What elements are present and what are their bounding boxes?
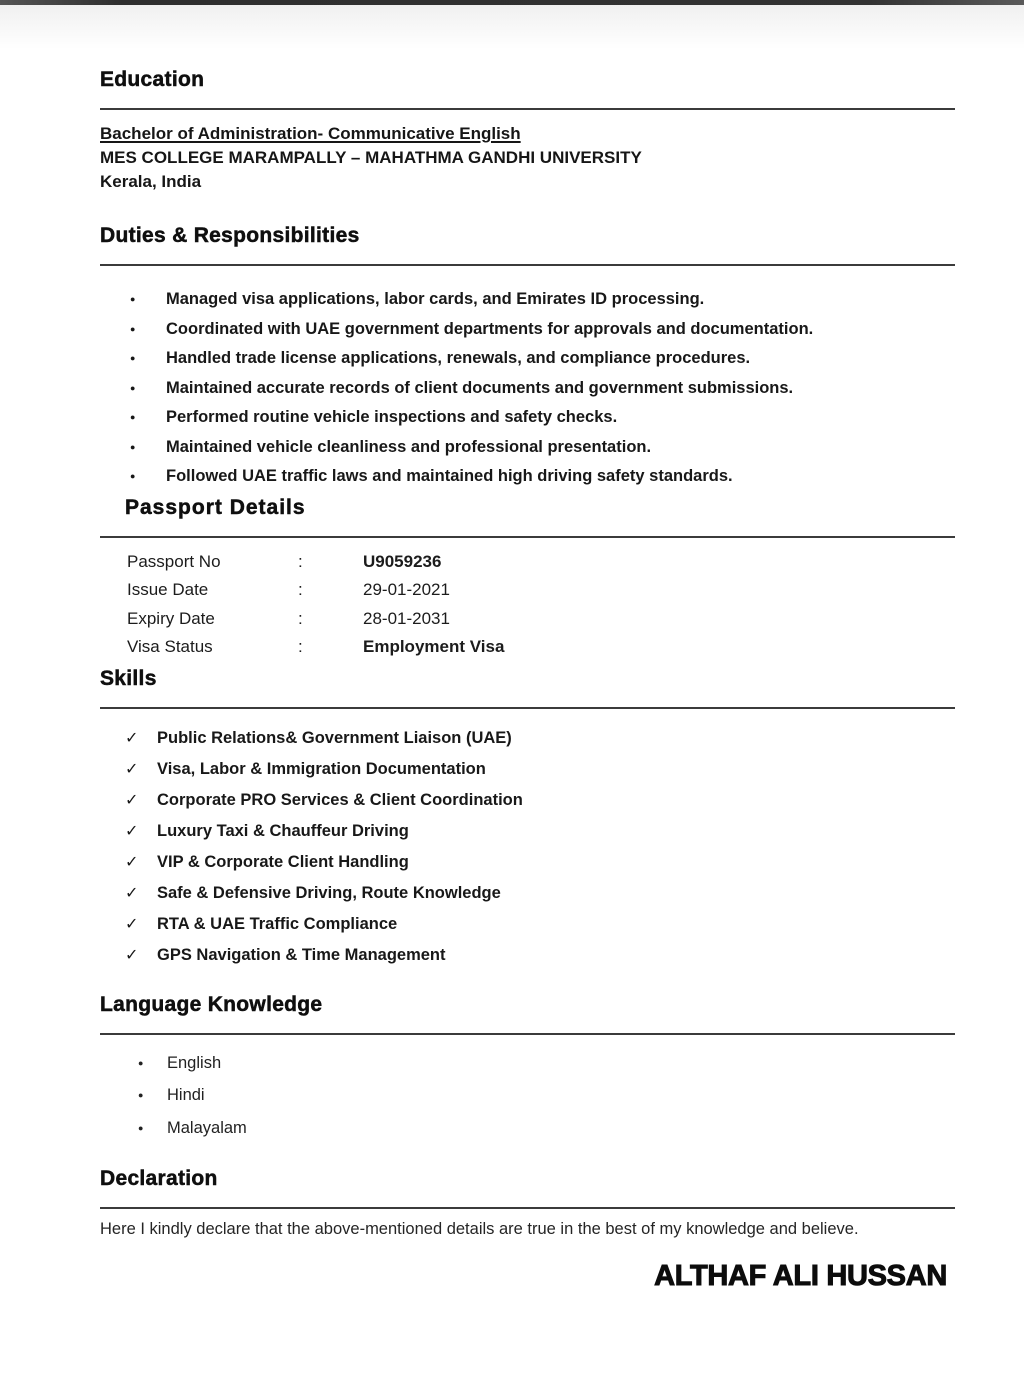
language-text: Malayalam xyxy=(167,1118,247,1137)
duty-text: Maintained accurate records of client documents and government submissions. xyxy=(166,378,794,397)
languages-list xyxy=(100,1047,955,1145)
education-heading: Education xyxy=(100,68,205,91)
language-item xyxy=(100,1112,955,1145)
skill-item xyxy=(100,723,955,754)
bullet-icon: ● xyxy=(130,294,136,304)
bullet-icon: ● xyxy=(130,441,136,452)
bullet-icon: ● xyxy=(130,471,136,481)
skill-text: VIP & Corporate Client Handling xyxy=(157,852,409,871)
passport-row-colon: : xyxy=(298,608,303,628)
languages-heading: Language Knowledge xyxy=(100,992,323,1016)
bullet-icon: ● xyxy=(130,382,136,393)
checkmark-icon: ✓ xyxy=(125,791,139,809)
bullet-icon: ● xyxy=(138,1057,144,1068)
skill-item xyxy=(100,909,955,940)
duty-text: Handled trade license applications, renewals, and compliance procedures. xyxy=(166,349,751,367)
skill-item xyxy=(100,816,955,847)
skill-item xyxy=(100,847,955,878)
duties-heading: Duties & Responsibilities xyxy=(100,224,360,247)
bullet-icon: ● xyxy=(130,323,136,334)
language-text: Hindi xyxy=(167,1086,205,1104)
passport-row xyxy=(100,605,955,634)
section-declaration xyxy=(100,1166,955,1293)
duty-item xyxy=(100,433,955,463)
duty-text: Performed routine vehicle inspections and safety checks. xyxy=(166,408,618,426)
language-item xyxy=(100,1079,955,1112)
checkmark-icon: ✓ xyxy=(125,946,139,964)
skill-item xyxy=(100,754,955,785)
passport-row-label: Passport No xyxy=(127,551,221,571)
duties-list xyxy=(100,285,955,492)
declaration-heading: Declaration xyxy=(100,1167,218,1190)
passport-row-colon: : xyxy=(298,580,303,599)
skills-list xyxy=(100,723,955,971)
bullet-icon: ● xyxy=(130,412,136,422)
section-skills xyxy=(100,666,955,971)
issue-date-value: 29-01-2021 xyxy=(363,580,450,599)
duty-item xyxy=(100,462,955,492)
passport-row xyxy=(100,576,955,605)
duty-text: Coordinated with UAE government departments for approvals and documentation. xyxy=(166,319,814,338)
passport-row-colon: : xyxy=(298,637,303,656)
duty-item xyxy=(100,403,955,433)
section-duties xyxy=(100,223,955,492)
section-divider xyxy=(100,264,955,266)
declaration-text: Here I kindly declare that the above-mentioned details are true in the best of my knowledge and believe. xyxy=(100,1220,859,1238)
skill-text: RTA & UAE Traffic Compliance xyxy=(157,914,398,933)
bullet-icon: ● xyxy=(138,1122,144,1133)
section-passport xyxy=(100,495,955,662)
checkmark-icon: ✓ xyxy=(125,729,139,747)
education-degree: Bachelor of Administration- Communicative English xyxy=(100,124,521,143)
checkmark-icon: ✓ xyxy=(125,853,139,871)
duty-text: Maintained vehicle cleanliness and professional presentation. xyxy=(166,437,652,456)
passport-row xyxy=(100,633,955,662)
passport-table xyxy=(100,548,955,662)
duty-item xyxy=(100,315,955,345)
skill-text: Corporate PRO Services & Client Coordination xyxy=(157,790,523,809)
passport-heading: Passport Details xyxy=(125,495,306,519)
skill-text: GPS Navigation & Time Management xyxy=(157,945,446,964)
duty-item xyxy=(100,374,955,404)
education-institution: MES COLLEGE MARAMPALLY – MAHATHMA GANDHI UNIVERSITY xyxy=(100,148,642,167)
bullet-icon: ● xyxy=(138,1090,144,1100)
checkmark-icon: ✓ xyxy=(125,884,139,902)
section-divider xyxy=(100,1207,955,1209)
section-divider xyxy=(100,1033,955,1035)
language-item xyxy=(100,1047,955,1080)
passport-row-label: Visa Status xyxy=(127,637,213,656)
skills-heading: Skills xyxy=(100,666,157,690)
skill-text: Visa, Labor & Immigration Documentation xyxy=(157,759,486,778)
duty-text: Followed UAE traffic laws and maintained high driving safety standards. xyxy=(166,467,733,485)
expiry-date-value: 28-01-2031 xyxy=(363,608,450,628)
checkmark-icon: ✓ xyxy=(125,915,139,933)
education-location: Kerala, India xyxy=(100,172,202,191)
passport-row-label: Issue Date xyxy=(127,580,209,599)
section-education xyxy=(100,67,955,194)
duty-item xyxy=(100,285,955,315)
language-text: English xyxy=(167,1053,222,1072)
signature-name: ALTHAF ALI HUSSAN xyxy=(654,1260,947,1292)
passport-row-label: Expiry Date xyxy=(127,608,215,628)
checkmark-icon: ✓ xyxy=(125,822,139,840)
visa-status-value: Employment Visa xyxy=(363,637,505,656)
duty-item xyxy=(100,344,955,374)
skill-text: Luxury Taxi & Chauffeur Driving xyxy=(157,821,409,840)
section-languages xyxy=(100,992,955,1145)
skill-item xyxy=(100,878,955,909)
section-divider xyxy=(100,707,955,709)
section-divider xyxy=(100,536,955,538)
checkmark-icon: ✓ xyxy=(125,760,139,778)
duty-text: Managed visa applications, labor cards, and Emirates ID processing. xyxy=(166,290,705,308)
skill-item xyxy=(100,940,955,971)
passport-row-colon: : xyxy=(298,551,303,571)
skill-text: Public Relations& Government Liaison (UAE) xyxy=(157,728,512,747)
passport-number-value: U9059236 xyxy=(363,551,442,571)
skill-item xyxy=(100,785,955,816)
passport-row xyxy=(100,548,955,577)
section-divider xyxy=(100,108,955,110)
bullet-icon: ● xyxy=(130,353,136,363)
skill-text: Safe & Defensive Driving, Route Knowledge xyxy=(157,883,501,902)
